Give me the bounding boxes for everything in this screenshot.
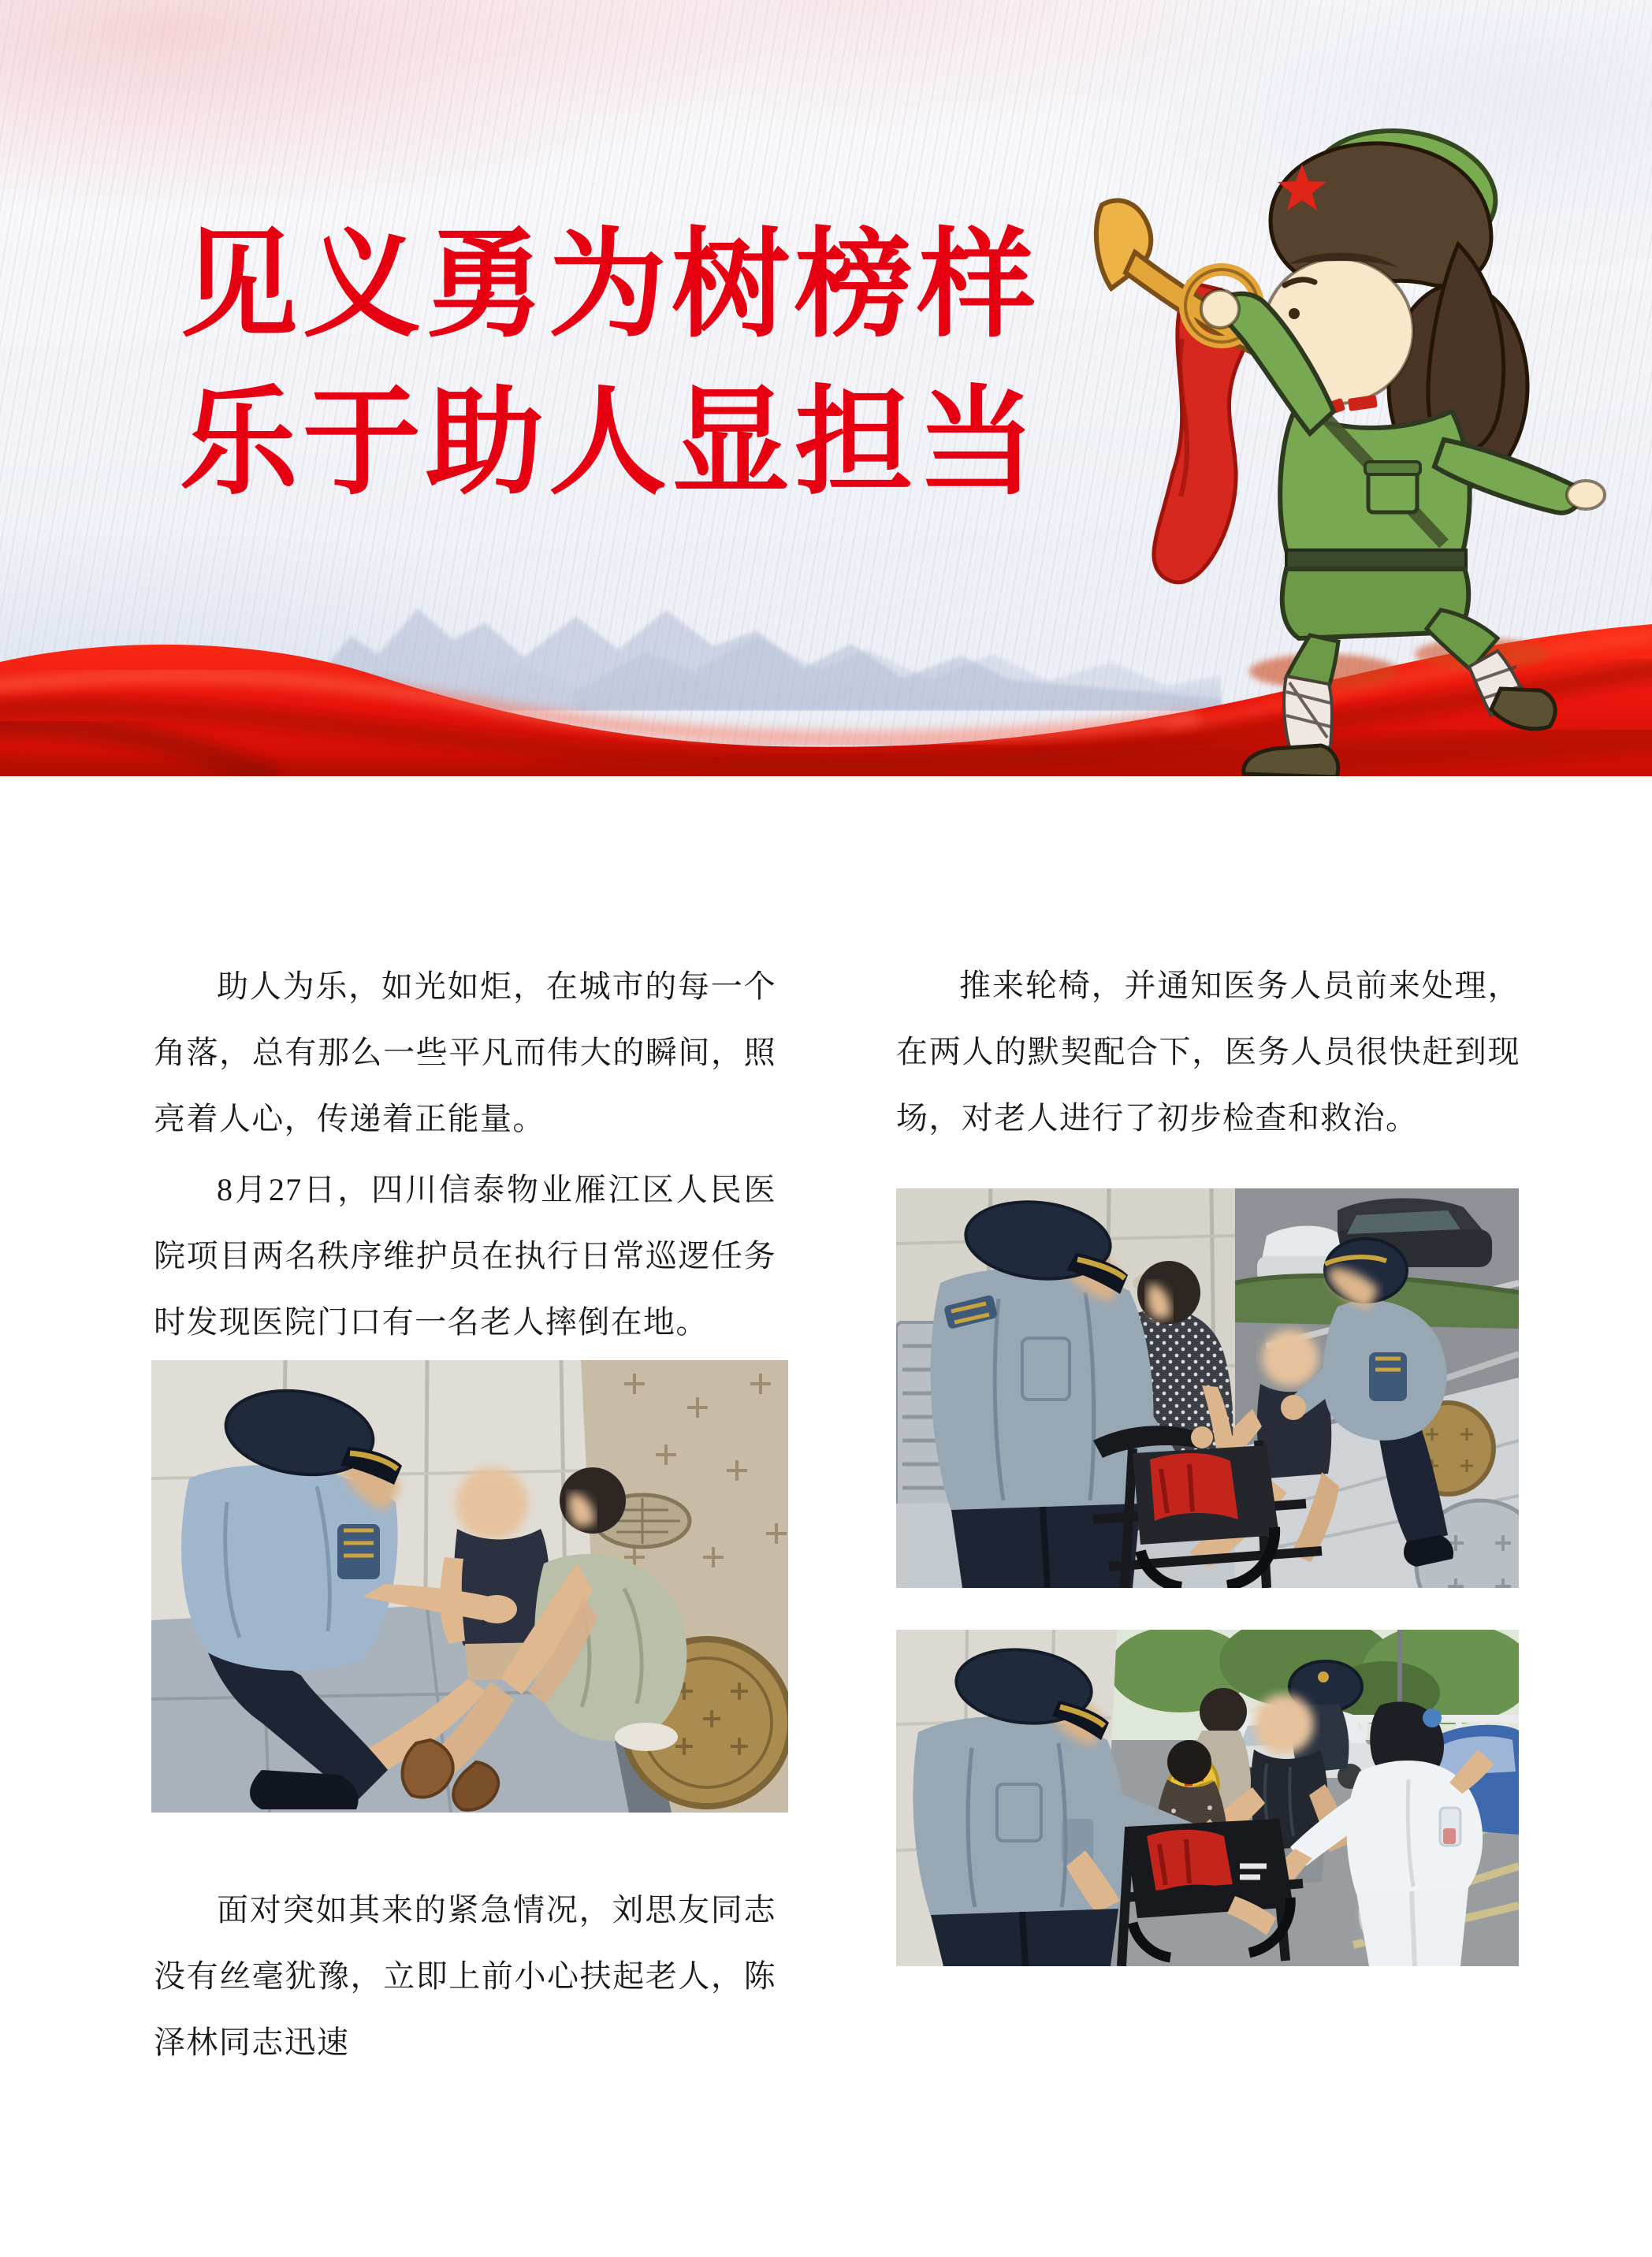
page-title-line-1: 见义勇为树榜样 — [180, 218, 1041, 351]
right-column-paragraph-1: 推来轮椅，并通知医务人员前来处理，在两人的默契配合下，医务人员很快赶到现场，对老人进行了初步检查和救治。 — [896, 968, 1520, 1136]
banner — [0, 0, 1652, 776]
left-column-paragraph-2: 8月27日，四川信泰物业雁江区人民医院项目两名秩序维护员在执行日常巡逻任务时发现医院门口有一名老人摔倒在地。 — [154, 1172, 776, 1340]
bugler-soldier-cartoon — [1088, 102, 1652, 776]
left-column-paragraph-3: 面对突如其来的紧急情况，刘思友同志没有丝毫犹豫，立即上前小心扶起老人，陈泽林同志迅速 — [154, 1892, 776, 2060]
photo-two-guards-bring-wheelchair — [896, 1188, 1519, 1588]
photo-medical-staff-assist-elder — [896, 1630, 1519, 1966]
left-column-paragraph-1: 助人为乐，如光如炬，在城市的每一个角落，总有那么一些平凡而伟大的瞬间，照亮着人心，传递着正能量。 — [154, 969, 776, 1136]
page-title-line-2: 乐于助人显担当 — [180, 376, 1041, 508]
photo-guard-checks-fallen-elder — [151, 1360, 788, 1813]
